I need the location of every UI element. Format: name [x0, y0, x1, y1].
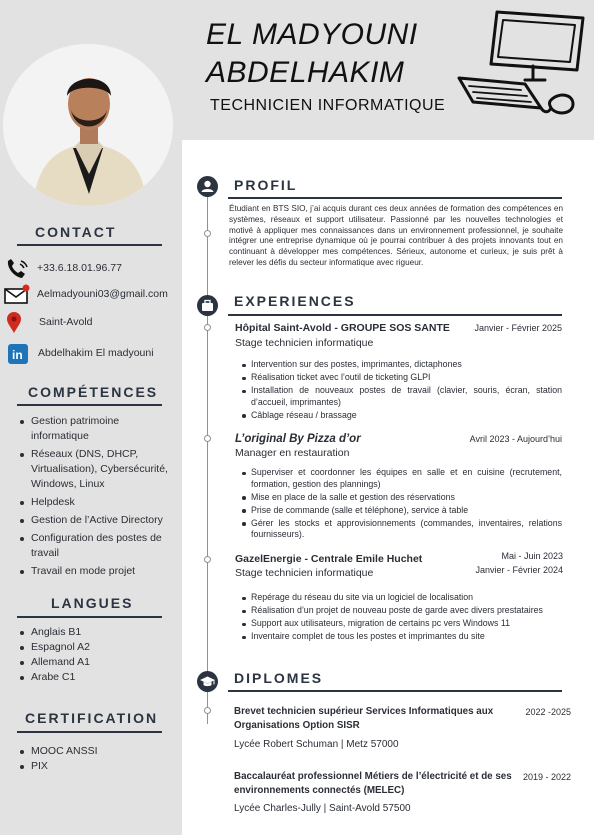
list-item: Réseaux (DNS, DHCP, Virtualisation), Cybersécurité, Windows, Linux [19, 447, 179, 492]
profil-text: Étudiant en BTS SIO, j’ai acquis durant ces deux années de formation des compétences en systèmes, réseaux et support utilisateur. Passionné par les nouvelles technologies et motivé à appliquer mes connaissances dans un environnement professionnel, je souhaite intégrer une entreprise dynamique où je pourrai contribuer à des projets innovants tout en continuant à développer mes compétences. Sérieux, autonome et curieux, je suis prêt à relever les défis du secteur informatique avec rigueur. [229, 204, 563, 267]
list-item: Inventaire complet de tous les postes et imprimantes du site [240, 631, 562, 643]
name-line-2: ABDELHAKIM [206, 56, 405, 89]
diplomes-heading: DIPLOMES [234, 670, 324, 686]
job-title: L’original By Pizza d’or [235, 433, 361, 445]
experiences-heading: EXPERIENCES [234, 293, 356, 309]
graduation-cap-icon [197, 671, 218, 692]
diploma-school: Lycée Robert Schuman | Metz 57000 [234, 739, 399, 750]
list-item: Support aux utilisateurs, migration de certains pc vers Windows 11 [240, 618, 562, 630]
list-item: Espagnol A2 [19, 640, 169, 655]
list-item: Gestion patrimoine informatique [19, 414, 179, 444]
list-item: Superviser et coordonner les équipes en salle et en cuisine (recrutement, formation, gestion des plannings) [240, 467, 562, 490]
list-item: Installation de nouveaux postes de travail (clavier, souris, écran, station d’accueil, imprimantes) [240, 385, 562, 408]
diploma-title: Baccalauréat professionnel Métiers de l’électricité et de ses environnements connectés (MELEC) [234, 771, 512, 796]
contact-email[interactable] [0, 284, 182, 306]
list-item: Repérage du réseau du site via un logiciel de localisation [240, 592, 562, 604]
experiences-rule [228, 314, 562, 316]
mail-icon [4, 284, 30, 306]
langues-heading: LANGUES [51, 595, 134, 611]
diploma-school: Lycée Charles-Jully | Saint-Avold 57500 [234, 803, 411, 814]
email-text: Aelmadyouni03@gmail.com [37, 288, 168, 300]
diploma-date: 2019 - 2022 [522, 772, 571, 782]
timeline-dot [204, 707, 211, 714]
list-item: Prise de commande (salle et téléphone), service à table [240, 505, 562, 517]
name-line-1: EL MADYOUNI [206, 18, 418, 51]
diploma-date: 2022 -2025 [525, 707, 571, 717]
location-text: Saint-Avold [39, 316, 93, 328]
langues-rule [17, 616, 162, 618]
list-item: Gestion de l’Active Directory [19, 513, 179, 528]
job-date: Janvier - Février 2024 [475, 565, 563, 575]
list-item: Réalisation ticket avec l’outil de ticketing GLPI [240, 372, 562, 384]
desktop-computer-icon [455, 8, 587, 126]
list-item: Intervention sur des postes, imprimantes, dictaphones [240, 359, 562, 371]
competences-list [19, 414, 179, 582]
contact-phone[interactable] [0, 258, 182, 280]
timeline-line [207, 184, 208, 724]
job-task-list [240, 467, 562, 543]
linkedin-text: Abdelhakim El madyouni [38, 347, 154, 359]
job-date: Mai - Juin 2023 [501, 551, 563, 561]
list-item: Helpdesk [19, 495, 179, 510]
list-item: Gérer les stocks et approvisionnements (commandes, inventaires, relations fournisseurs). [240, 518, 562, 541]
job-task-list [240, 592, 562, 644]
list-item: Réalisation d’un projet de nouveau poste de garde avec divers prestataires [240, 605, 562, 617]
contact-linkedin[interactable] [0, 343, 182, 365]
timeline-dot [204, 324, 211, 331]
timeline-dot [204, 230, 211, 237]
job-date: Avril 2023 - Aujourd’hui [469, 434, 562, 444]
svg-text:in: in [12, 348, 23, 362]
certification-rule [17, 731, 162, 733]
location-pin-icon [4, 312, 30, 334]
list-item: Allemand A1 [19, 655, 169, 670]
job-role: Manager en restauration [235, 447, 350, 459]
langues-list [19, 625, 169, 685]
diploma-title: Brevet technicien supérieur Services Informatiques aux Organisations Option SISR [234, 706, 494, 731]
job-title: Hôpital Saint-Avold - GROUPE SOS SANTE [235, 322, 450, 334]
job-title: GazelEnergie - Centrale Emile Huchet [235, 553, 423, 565]
profile-photo [3, 44, 173, 206]
linkedin-icon [4, 343, 30, 365]
diplomes-rule [228, 690, 562, 692]
contact-rule [17, 244, 162, 246]
list-item: Configuration des postes de travail [19, 531, 179, 561]
list-item: Travail en mode projet [19, 564, 179, 579]
timeline-dot [204, 556, 211, 563]
competences-rule [17, 404, 162, 406]
profil-rule [228, 197, 562, 199]
profil-heading: PROFIL [234, 177, 298, 193]
job-date: Janvier - Février 2025 [474, 323, 562, 333]
timeline-dot [204, 435, 211, 442]
job-role: Stage technicien informatique [235, 567, 374, 579]
candidate-name [206, 16, 418, 92]
list-item: Câblage réseau / brassage [240, 410, 562, 422]
contact-location [0, 312, 182, 334]
competences-heading: COMPÉTENCES [28, 384, 159, 400]
list-item: PIX [19, 759, 169, 774]
phone-text: +33.6.18.01.96.77 [37, 262, 122, 274]
list-item: MOOC ANSSI [19, 744, 169, 759]
list-item: Anglais B1 [19, 625, 169, 640]
job-role: Stage technicien informatique [235, 337, 374, 349]
phone-icon [4, 258, 30, 280]
job-title: TECHNICIEN INFORMATIQUE [210, 97, 446, 114]
user-icon [197, 176, 218, 197]
contact-heading: CONTACT [35, 224, 117, 240]
list-item: Mise en place de la salle et gestion des réservations [240, 492, 562, 504]
briefcase-icon [197, 295, 218, 316]
job-task-list [240, 359, 562, 423]
certification-list [19, 744, 169, 774]
list-item: Arabe C1 [19, 670, 169, 685]
certification-heading: CERTIFICATION [25, 710, 159, 726]
